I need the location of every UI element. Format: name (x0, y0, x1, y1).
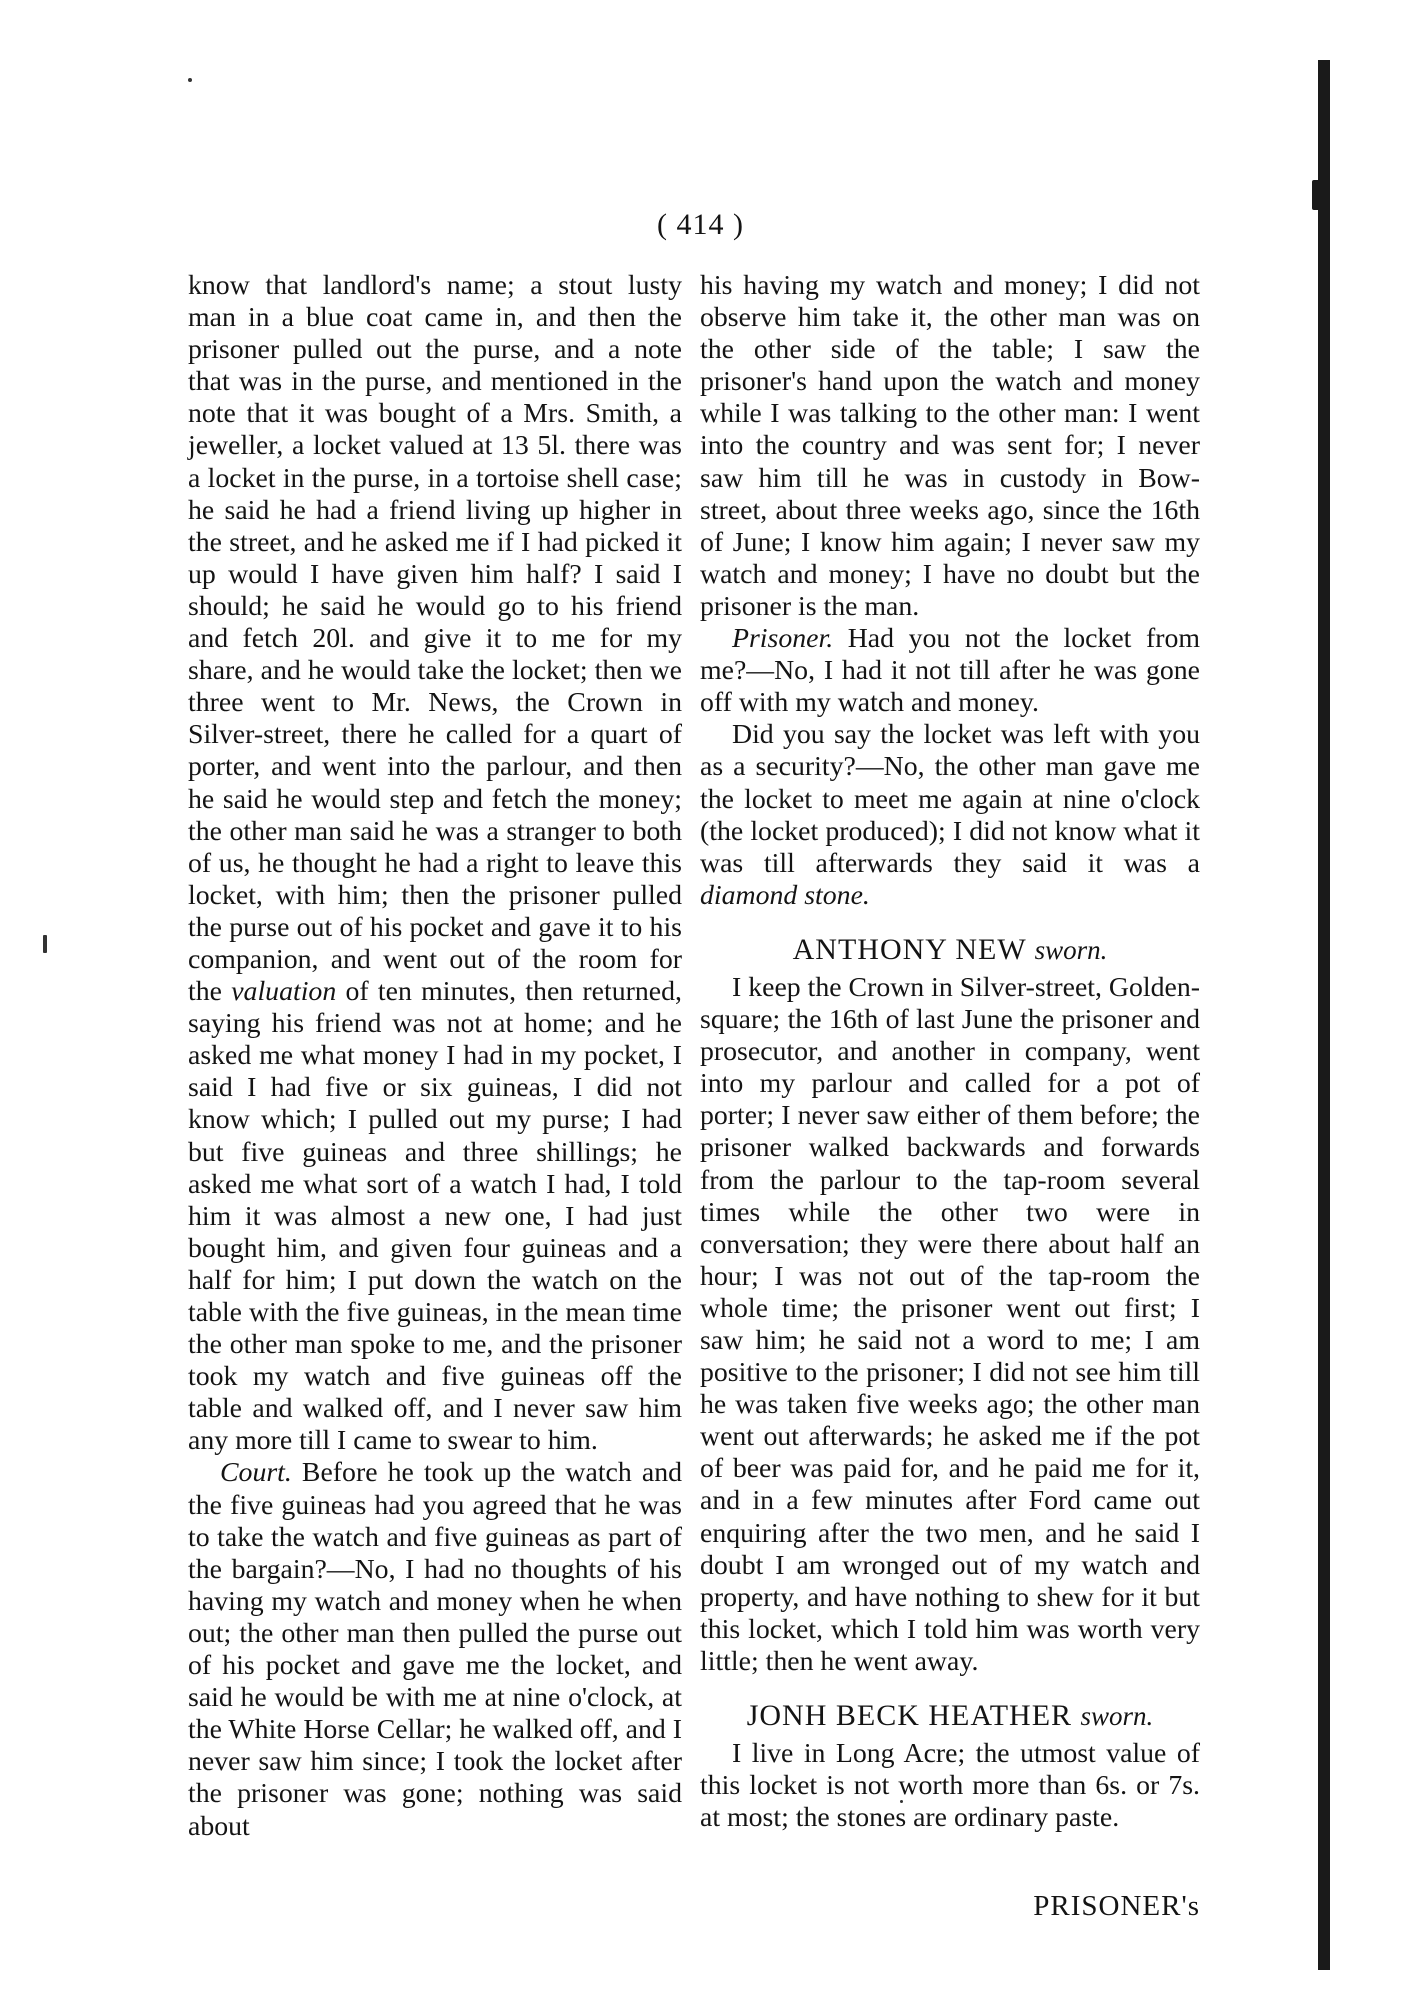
testimony-paragraph: Did you say the locket was left with you as a security?—No, the other man gave me the locket to meet me again at nine o'clock (the locket produced); I did not know what it was till afterwards they said it was a diamond stone. (700, 719, 1200, 911)
speaker-label: Court. (220, 1457, 292, 1489)
testimony-paragraph: Prisoner. Had you not the locket from me?—No, I had it not till after he was gone off with my watch and money. (700, 623, 1200, 719)
speaker-label: Prisoner. (732, 623, 834, 655)
binding-notch (1312, 180, 1322, 210)
ink-speck (43, 935, 47, 953)
page-number: ( 414 ) (657, 208, 744, 241)
testimony-paragraph: I keep the Crown in Silver-street, Golden-square; the 16th of last June the prisoner and prosecutor, and another in company, went into my parlour and called for a pot of porter; I never saw either of them before; the prisoner walked backwards and forwards from the parlour to the tap-room several times while the other two were in conversation; they were there about half an hour; I was not out of the tap-room the whole time; the prisoner went out first; I saw him; he said not a word to me; I am positive to the prisoner; I did not see him till he was taken five weeks ago; the other man went out afterwards; he asked me if the pot of beer was paid for, and he paid me for it, and in a few minutes after Ford came out enquiring after the two men, and he said I doubt I am wronged out of my watch and property, and have nothing to shew for it but this locket, which I told him was worth very little; then he went away. (700, 971, 1201, 1677)
binding-edge (1318, 60, 1330, 1970)
testimony-paragraph: his having my watch and money; I did not observe him take it, the other man was on the other side of the table; I saw the prisoner's hand upon the watch and money while I was talking to the other man: I went into the country and was sent for; I never saw him till he was in custody in Bow-street, about three weeks ago, since the 16th of June; I know him again; I never saw my watch and money; I have no doubt but the prisoner is the man. (700, 270, 1200, 622)
witness-heading: ANTHONY NEW sworn. (792, 932, 1108, 966)
left-column (188, 270, 682, 1843)
italic-phrase: diamond stone. (700, 879, 870, 911)
right-column (700, 270, 1200, 1834)
catchword: PRISONER's (1033, 1890, 1200, 1922)
testimony-paragraph: Court. Before he took up the watch and the five guineas had you agreed that he was to take the watch and five guineas as part of the bargain?—No, I had no thoughts of his having my watch and money when he when out; the other man then pulled the purse out of his pocket and gave me the locket, and said he would be with me at nine o'clock, at the White Horse Cellar; he walked off, and I never saw him since; I took the locket after the prisoner was gone; nothing was said about (188, 1457, 682, 1842)
testimony-paragraph: know that landlord's name; a stout lusty man in a blue coat came in, and then the prisoner pulled out the purse, and a note that was in the purse, and mentioned in the note that it was bought of a Mrs. Smith, a jeweller, a locket valued at 13 5l. there was a locket in the purse, in a tortoise shell case; he said he had a friend living up higher in the street, and he asked me if I had picked it up would I have given him half? I said I should; he said he would go to his friend and fetch 20l. and give it to me for my share, and he would take the locket; then we three went to Mr. News, the Crown in Silver-street, there he called for a quart of porter, and went into the parlour, and then he said he would step and fetch the money; the other man said he was a stranger to both of us, he thought he had a right to leave this locket, with him; then the prisoner pulled the purse out of his pocket and gave it to his companion, and went out of the room for the valuation of ten minutes, then returned, saying his friend was not at home; and he asked me what money I had in my pocket, I said I had five or six guineas, I did not know which; I pulled out my purse; I had but five guineas and three shillings; he asked me what sort of a watch I had, I told him it was almost a new one, I had just bought him, and given four guineas and a half for him; I put down the watch on the table with the five guineas, in the mean time the other man spoke to me, and the prisoner took my watch and five guineas off the table and walked off, and I never saw him any more till I came to swear to him. (188, 270, 682, 1457)
witness-heading: JONH BECK HEATHER sworn. (746, 1699, 1154, 1733)
testimony-paragraph: I live in Long Acre; the utmost value of this locket is not worth more than 6s. or 7s. at most; the stones are ordinary paste. (700, 1738, 1200, 1834)
ink-speck (188, 78, 192, 82)
italic-word: valuation (231, 976, 337, 1008)
